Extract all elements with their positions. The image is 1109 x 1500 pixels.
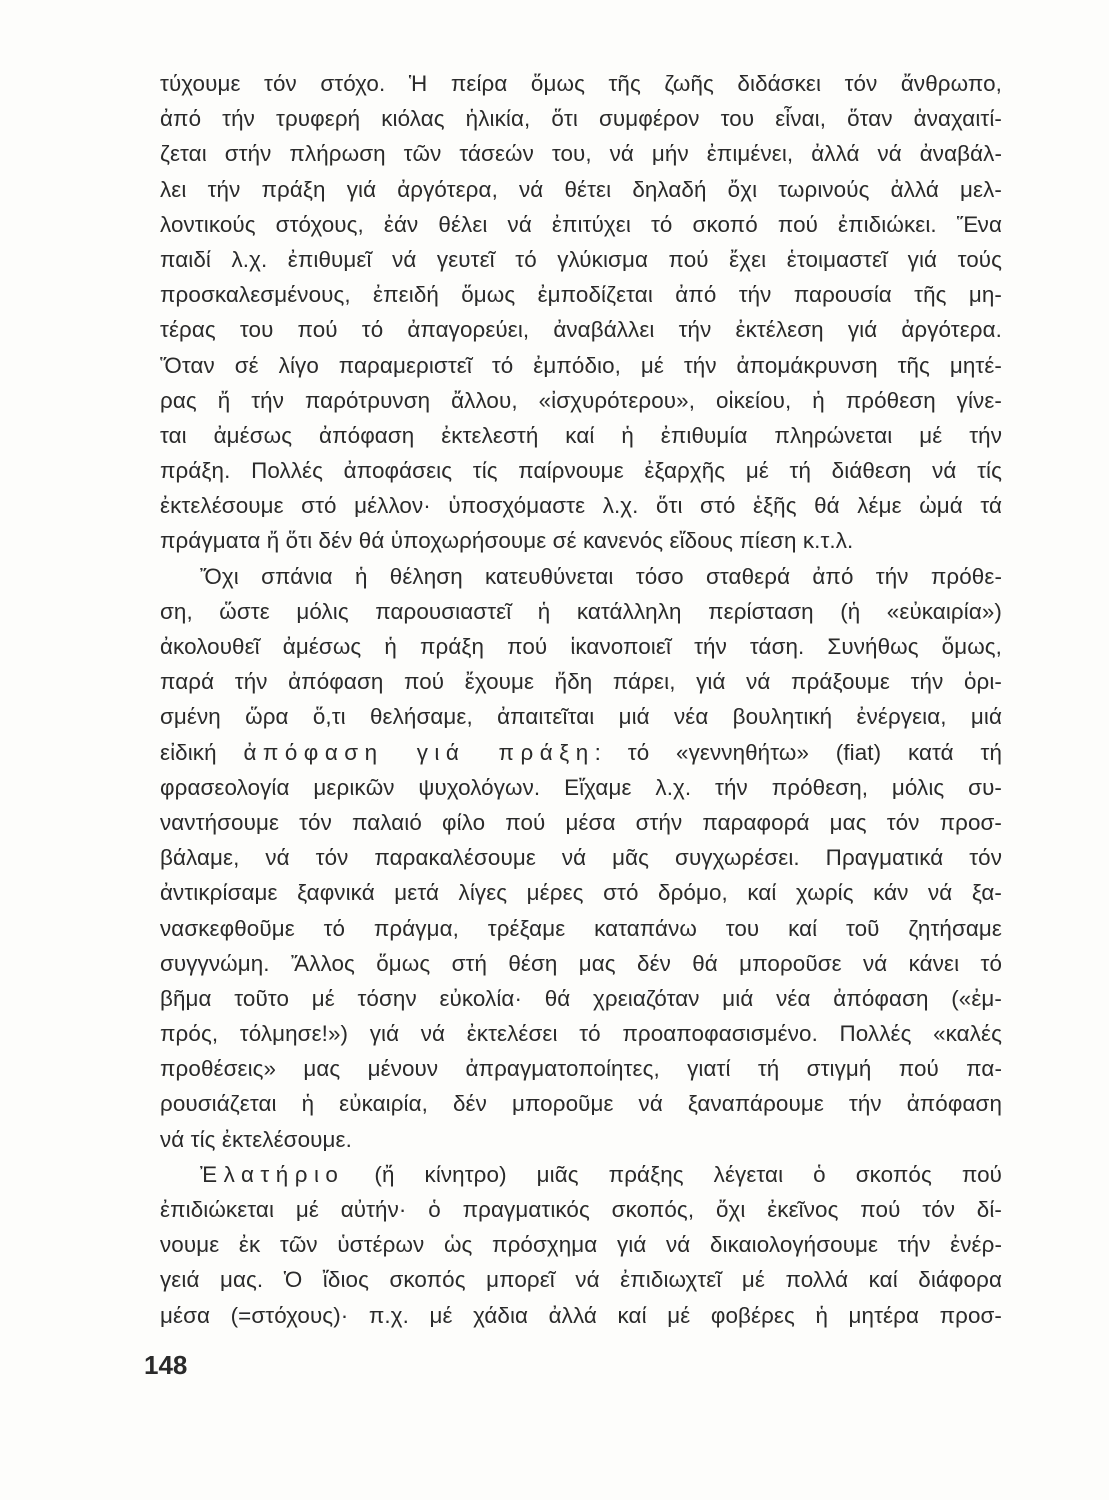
text-line: βάλαμε, νά τόν παρακαλέσουμε νά μᾶς συγχωρέσει. Πραγματικά τόν xyxy=(160,845,1002,871)
text-line: πράγματα ἤ ὅτι δέν θά ὑποχωρήσουμε σέ κανενός εἴδους πίεση κ.τ.λ. xyxy=(160,528,854,554)
text-line: ἀπό τήν τρυφερή κιόλας ἡλικία, ὅτι συμφέρον του εἶναι, ὅταν ἀναχαιτί- xyxy=(160,106,1002,132)
text-line: γειά μας. Ὁ ἴδιος σκοπός μπορεῖ νά ἐπιδιωχτεῖ μέ πολλά καί διάφορα xyxy=(160,1267,1002,1293)
text-line: ἀκολουθεῖ ἀμέσως ἡ πράξη πού ἱκανοποιεῖ τήν τάση. Συνήθως ὅμως, xyxy=(160,634,1002,659)
text-line: ἐκτελέσουμε στό μέλλον· ὑποσχόμαστε λ.χ. ὅτι στό ἑξῆς θά λέμε ὠμά τά xyxy=(160,493,1002,519)
text-line: Ὅταν σέ λίγο παραμεριστεῖ τό ἐμπόδιο, μέ τήν ἀπομάκρυνση τῆς μητέ- xyxy=(160,352,1002,378)
text-line: προσκαλεσμένους, ἐπειδή ὅμως ἐμποδίζεται ἀπό τήν παρουσία τῆς μη- xyxy=(160,282,1002,308)
text-line: παιδί λ.χ. ἐπιθυμεῖ νά γευτεῖ τό γλύκισμα πού ἔχει ἑτοιμαστεῖ γιά τούς xyxy=(160,246,1002,272)
text-line: ἐπιδιώκεται μέ αὐτήν· ὁ πραγματικός σκοπός, ὄχι ἐκεῖνος πού τόν δί- xyxy=(160,1197,1002,1222)
text-line: πράξη. Πολλές ἀποφάσεις τίς παίρνουμε ἐξαρχῆς μέ τή διάθεση νά τίς xyxy=(160,458,1002,484)
text-line: λοντικούς στόχους, ἐάν θέλει νά ἐπιτύχει τό σκοπό πού ἐπιδιώκει. Ἕνα xyxy=(160,211,1002,237)
text-line: σμένη ὥρα ὅ,τι θελήσαμε, ἀπαιτεῖται μιά νέα βουλητική ἐνέργεια, μιά xyxy=(160,704,1002,730)
text-fragment: εἰδική xyxy=(160,739,217,765)
spaced-emphasis: ἀπόφαση γιά πράξη xyxy=(243,739,595,765)
text-line: ση, ὥστε μόλις παρουσιαστεῖ ἡ κατάλληλη περίσταση (ἡ «εὐκαιρία») xyxy=(160,598,1002,624)
text-line: πρός, τόλμησε!») γιά νά ἐκτελέσει τό προαποφασισμένο. Πολλές «καλές xyxy=(160,1021,1002,1047)
text-line: βῆμα τοῦτο μέ τόσην εὐκολία· θά χρειαζόταν μιά νέα ἀπόφαση («ἐμ- xyxy=(160,985,1002,1011)
text-line: ται ἀμέσως ἀπόφαση ἐκτελεστή καί ἡ ἐπιθυμία πληρώνεται μέ τήν xyxy=(160,422,1002,448)
spaced-term: Ἐλατήριο xyxy=(200,1161,345,1187)
text-line: ζεται στήν πλήρωση τῶν τάσεών του, νά μήν ἐπιμένει, ἀλλά νά ἀναβάλ- xyxy=(160,141,1002,167)
text-line: λει τήν πράξη γιά ἀργότερα, νά θέτει δηλαδή ὄχι τωρινούς ἀλλά μελ- xyxy=(160,176,1002,202)
text-line: τέρας του πού τό ἀπαγορεύει, ἀναβάλλει τήν ἐκτέλεση γιά ἀργότερα. xyxy=(160,317,1002,343)
text-line xyxy=(160,1157,1002,1192)
text-line: ρας ἤ τήν παρότρυνση ἄλλου, «ἰσχυρότερου», οἰκείου, ἡ πρόθεση γίνε- xyxy=(160,387,1002,413)
text-line: συγγνώμη. Ἄλλος ὅμως στή θέση μας δέν θά μποροῦσε νά κάνει τό xyxy=(160,950,1002,976)
text-line: νά τίς ἐκτελέσουμε. xyxy=(160,1126,352,1152)
text-line: παρά τήν ἀπόφαση πού ἔχουμε ἤδη πάρει, γιά νά πράξουμε τήν ὁρι- xyxy=(160,669,1002,695)
text-line: ἀντικρίσαμε ξαφνικά μετά λίγες μέρες στό δρόμο, καί χωρίς κάν νά ξα- xyxy=(160,880,1002,906)
text-line: τύχουμε τόν στόχο. Ἡ πείρα ὅμως τῆς ζωῆς διδάσκει τόν ἄνθρωπο, xyxy=(160,71,1002,96)
text-line: προθέσεις» μας μένουν ἀπραγματοποίητες, γιατί τή στιγμή πού πα- xyxy=(160,1056,1002,1082)
text-line: φρασεολογία μερικῶν ψυχολόγων. Εἴχαμε λ.χ. τήν πρόθεση, μόλις συ- xyxy=(160,774,1002,800)
text-fragment: (ἤ κίνητρο) μιᾶς πράξης λέγεται ὁ σκοπός πού xyxy=(374,1161,1002,1187)
text-line: νασκεφθοῦμε τό πράγμα, τρέξαμε καταπάνω του καί τοῦ ζητήσαμε xyxy=(160,915,1002,941)
text-line: ναντήσουμε τόν παλαιό φίλο πού μέσα στήν παραφορά μας τόν προσ- xyxy=(160,809,1002,835)
text-line: ρουσιάζεται ἡ εὐκαιρία, δέν μποροῦμε νά ξαναπάρουμε τήν ἀπόφαση xyxy=(160,1091,1002,1117)
body-text xyxy=(160,66,1002,1333)
text-line: Ὄχι σπάνια ἡ θέληση κατευθύνεται τόσο σταθερά ἀπό τήν πρόθε- xyxy=(200,563,1002,589)
text-line: νουμε ἐκ τῶν ὑστέρων ὡς πρόσχημα γιά νά δικαιολογήσουμε τήν ἐνέρ- xyxy=(160,1232,1002,1258)
text-line xyxy=(160,735,1002,770)
page-number: 148 xyxy=(144,1350,188,1380)
text-fragment: : τό «γεννηθήτω» (fiat) κατά τή xyxy=(594,739,1002,765)
text-line: μέσα (=στόχους)· π.χ. μέ χάδια ἀλλά καί μέ φοβέρες ἡ μητέρα προσ- xyxy=(160,1302,1002,1328)
